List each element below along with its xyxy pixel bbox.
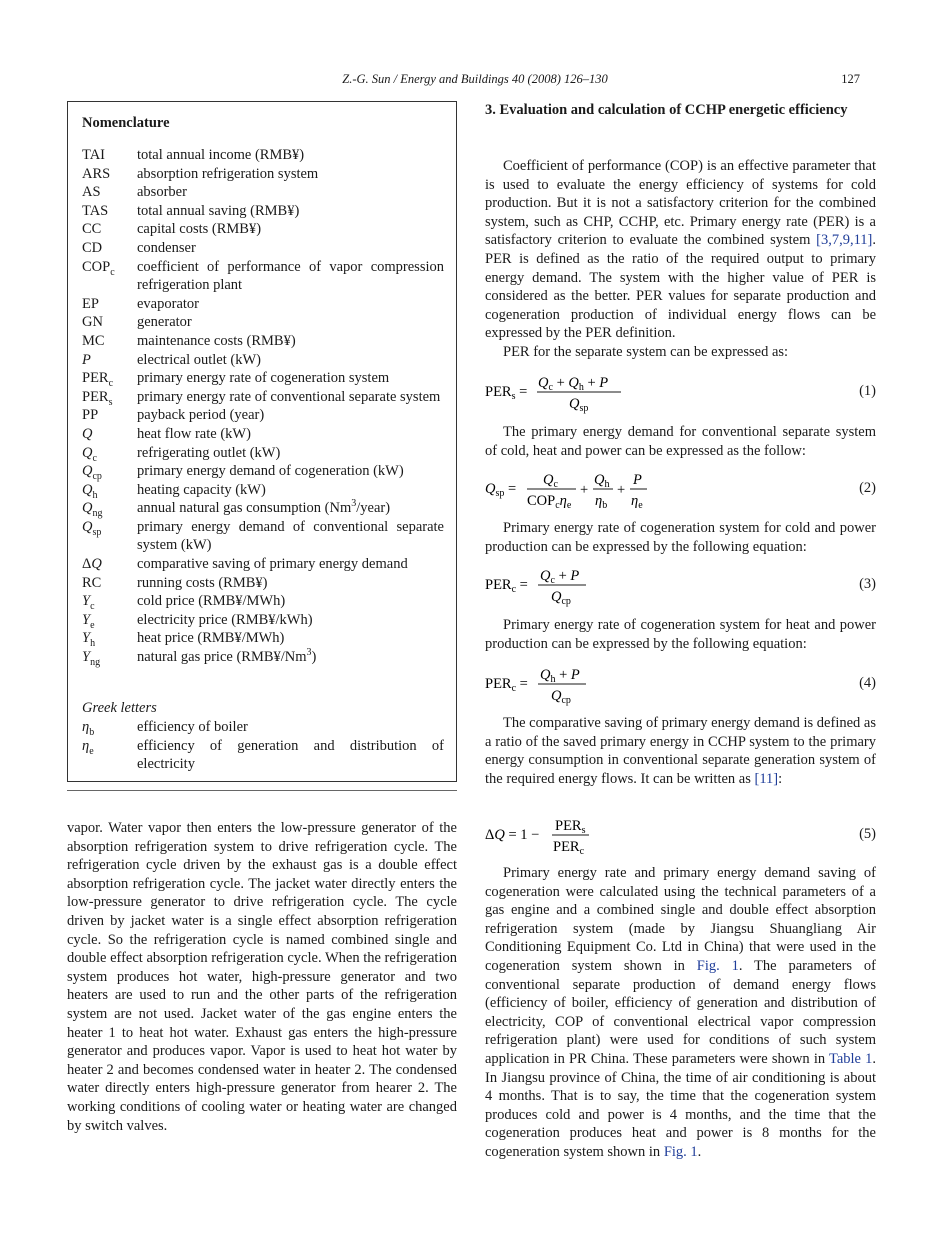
nomenclature-symbol: $Q_{sp}$	[82, 518, 102, 538]
nomenclature-symbol: $Y_c$	[82, 593, 95, 613]
greek-letter-definition: efficiency of generation and distribution of electricity	[137, 737, 444, 773]
nomenclature-symbol: ARS	[82, 165, 111, 182]
nomenclature-symbol: $COP_c$	[82, 258, 115, 278]
paragraph-per-separate: PER for the separate system can be expressed as:	[503, 343, 789, 360]
nomenclature-definition: payback period (year)	[137, 407, 265, 424]
svg-text:PERs: $PER_s$	[555, 818, 586, 836]
nomenclature-symbol: P	[82, 351, 91, 368]
nomenclature-definition: primary energy demand of conventional separate system (kW)	[137, 518, 444, 554]
nomenclature-definition: absorber	[137, 184, 187, 201]
svg-text:ηb: $\eta_b$	[595, 493, 608, 511]
nomenclature-row	[82, 146, 444, 165]
paragraph-comparative-saving: The comparative saving of primary energy demand is defined as a ratio of the saved primary energy in CCHP system to the primary energy consumption in conventional separate generation system of the required energy flows. It can be written as [11]:	[485, 715, 876, 787]
nomenclature-row	[82, 444, 444, 463]
nomenclature-symbol: $PER_c$	[82, 370, 114, 390]
equation-3	[485, 565, 876, 605]
nomenclature-definition: primary energy rate of cogeneration system	[137, 370, 390, 387]
nomenclature-row	[82, 592, 444, 611]
nomenclature-definition: running costs (RMB¥)	[137, 574, 268, 591]
nomenclature-definition: maintenance costs (RMB¥)	[137, 332, 296, 349]
equation-5	[485, 815, 876, 855]
running-header: Z.-G. Sun / Energy and Buildings 40 (2008) 126–130	[342, 72, 608, 86]
nomenclature-symbol: $Q_{ng}$	[82, 500, 103, 520]
nomenclature-symbol: TAI	[82, 147, 105, 163]
nomenclature-definition: capital costs (RMB¥)	[137, 221, 262, 238]
svg-text:Qsp =: $Q_{sp}$ =	[485, 481, 517, 499]
nomenclature-row	[82, 406, 444, 425]
nomenclature-symbol: $Y_e$	[82, 611, 95, 631]
nomenclature-row	[82, 425, 444, 444]
nomenclature-row	[82, 518, 444, 555]
nomenclature-symbol: MC	[82, 332, 105, 349]
nomenclature-row	[82, 332, 444, 351]
equation-4	[485, 664, 876, 704]
nomenclature-definition: condenser	[137, 239, 196, 256]
nomenclature-symbol: $Y_h$	[82, 630, 96, 650]
nomenclature-symbol: PP	[82, 407, 99, 424]
paragraph-heat-power: Primary energy rate of cogeneration system for heat and power production can be expressed by the following equation:	[485, 617, 876, 652]
equation-number: (5)	[859, 826, 876, 842]
greek-letter-symbol: $\eta_b$	[82, 719, 95, 738]
nomenclature-row	[82, 220, 444, 239]
svg-text:PERc: $PER_c$	[553, 839, 585, 857]
svg-text:ηe: $\eta_e$	[631, 493, 643, 511]
nomenclature-definition: generator	[137, 314, 192, 331]
svg-text:PERs =: $PER_s$ =	[485, 384, 528, 402]
nomenclature-symbol: $Q_c$	[82, 444, 97, 464]
left-body-paragraph: vapor. Water vapor then enters the low-pressure generator of the absorption refrigeration system to drive refrigeration cycle. The refrigeration cycle driven by the exhaust gas is a double effect absorption refrigeration cycle. The jacket water directly enters the low-pressure generator to drive refrigeration cycle. The cycle driven by jacket water is a single effect absorption refrigeration cycle. So the refrigeration cycle is named combined single and double effect absorption refrigeration cycle. When the refrigeration system produces hot water, high-pressure generator and two heaters are used to run and the other parts of the refrigeration system are not used. Jacket water of the gas engine enters the heater 1 to heat hot water. Exhaust gas enters the high-pressure generator and produces vapor. Vapor is used to heat hot water by heater 2 and becomes condensed water in heater 2. The condensed water directly enters high-pressure generator from hearer 2. The working conditions of cooling water or heating water are changed by switch valves.	[67, 820, 457, 1134]
nomenclature-row	[82, 295, 444, 314]
svg-text:Qc: $Q_c$	[543, 472, 558, 490]
svg-text:+: +	[580, 482, 589, 498]
nomenclature-list	[82, 146, 444, 667]
nomenclature-row	[82, 183, 444, 202]
nomenclature-definition: heat price (RMB¥/MWh)	[137, 630, 285, 647]
svg-text:Qcp: $Q_{cp}$	[551, 688, 571, 706]
nomenclature-definition: natural gas price (RMB¥/Nm$^3$)	[137, 647, 317, 666]
svg-text:PERc =: $PER_c$ =	[485, 577, 528, 595]
paragraph-cold-power: Primary energy rate of cogeneration system for cold and power production can be expressed by the following equation:	[485, 520, 876, 555]
nomenclature-symbol: CC	[82, 221, 102, 238]
nomenclature-definition: absorption refrigeration system	[137, 165, 319, 182]
svg-text:Qh: $Q_h$	[594, 472, 610, 490]
paragraph-primary-demand: The primary energy demand for conventional separate system of cold, heat and power can be expressed as the follow:	[485, 424, 876, 459]
paragraph-cop: Coefficient of performance (COP) is an effective parameter that is used to evaluate the energy efficiency of systems for cold production. But it is not a satisfactory criterion for the combined system, such as CHP, CCHP, etc. Primary energy rate (PER) is a satisfactory criterion to evaluate the combined system [3,7,9,11]. PER is defined as the ratio of the required output to primary energy demand. The system with the higher value of PER is considered as the better. PER values for separate production and cogeneration production of individual energy flows can be expressed by the PER definition. PER for the separate system can be expressed as:	[485, 158, 876, 360]
nomenclature-row	[82, 202, 444, 221]
nomenclature-symbol: EP	[82, 295, 99, 312]
figure-link[interactable]: Fig. 1	[696, 957, 739, 974]
equation-2	[485, 469, 876, 509]
svg-text:ΔQ = 1 −: ΔQ = 1 −	[485, 827, 540, 843]
nomenclature-row	[82, 648, 444, 667]
nomenclature-symbol: RC	[82, 574, 102, 591]
greek-letter-symbol: $\eta_e$	[82, 737, 94, 757]
nomenclature-definition: coefficient of performance of vapor compression refrigeration plant	[137, 258, 444, 294]
paragraph-results: Primary energy rate and primary energy demand saving of cogeneration were calculated using the technical parameters of a gas engine and a combined single and double effect absorption refrigeration system (made by Jiangsu Shuangliang Air Conditioning Equipment Co. Ltd in China) that were used in the cogeneration system shown in Fig. 1. The parameters of conventional separate production of demand energy flows (efficiency of boiler, efficiency of generation and distribution of electricity, COP of conventional electrical vapor compression refrigeration plant) were used for conditions of such system application in PR China. These parameters were shown in Table 1. In Jiangsu province of China, the time of air conditioning is about 4 months. That is to say, the time that the cogeneration system produces cold and power is 4 months, and the time that the cogeneration produces heat and power is 8 months for the cogeneration system shown in Fig. 1.	[485, 865, 876, 1160]
nomenclature-row	[82, 611, 444, 630]
column-divider-rule	[67, 790, 457, 791]
citation-link[interactable]: [3,7,9,11]	[816, 232, 873, 249]
greek-letter-definition: efficiency of boiler	[137, 719, 248, 735]
greek-letter-row	[82, 737, 444, 774]
svg-text:Qsp: $Q_{sp}$	[569, 396, 589, 414]
nomenclature-title: Nomenclature	[82, 115, 170, 131]
nomenclature-row	[82, 351, 444, 370]
nomenclature-symbol: $Y_{ng}$	[82, 649, 101, 668]
nomenclature-definition: heat flow rate (kW)	[137, 425, 251, 442]
svg-text:Qc + Qh + P: $Q_c + Q_h + P$	[538, 375, 609, 393]
svg-text:Qc + P: $Q_c + P$	[540, 568, 580, 586]
nomenclature-row	[82, 239, 444, 258]
nomenclature-definition: evaporator	[137, 295, 199, 312]
nomenclature-definition: total annual saving (RMB¥)	[137, 202, 300, 219]
nomenclature-row	[82, 313, 444, 332]
nomenclature-symbol: TAS	[82, 202, 109, 219]
nomenclature-row	[82, 388, 444, 407]
nomenclature-row	[82, 165, 444, 184]
svg-text:Qh + P: $Q_h + P$	[540, 667, 580, 685]
nomenclature-definition: comparative saving of primary energy demand	[137, 556, 408, 573]
svg-text:P: P	[633, 472, 642, 488]
nomenclature-definition: heating capacity (kW)	[137, 481, 266, 498]
equation-1	[485, 372, 876, 412]
equation-number: (4)	[859, 675, 876, 691]
figure-link[interactable]: Fig. 1	[663, 1143, 698, 1160]
nomenclature-symbol: AS	[82, 184, 101, 201]
nomenclature-definition: annual natural gas consumption (Nm$^3$/year)	[137, 498, 391, 517]
nomenclature-symbol: Q	[82, 425, 93, 442]
nomenclature-symbol: GN	[82, 314, 103, 331]
nomenclature-definition: cold price (RMB¥/MWh)	[137, 593, 286, 610]
greek-letter-row	[82, 718, 444, 737]
nomenclature-definition: primary energy rate of conventional separate system	[137, 388, 441, 405]
svg-text:PERc =: $PER_c$ =	[485, 676, 528, 694]
nomenclature-definition: electrical outlet (kW)	[137, 351, 261, 368]
nomenclature-row	[82, 481, 444, 500]
nomenclature-symbol: CD	[82, 239, 103, 256]
nomenclature-row	[82, 574, 444, 593]
nomenclature-row	[82, 462, 444, 481]
greek-letters-title: Greek letters	[82, 700, 157, 716]
nomenclature-symbol: $Q_{cp}$	[82, 463, 102, 482]
page-number: 127	[841, 72, 860, 86]
nomenclature-definition: total annual income (RMB¥)	[137, 147, 305, 163]
svg-text:+: +	[617, 482, 626, 498]
greek-letters-list	[82, 718, 444, 774]
section-heading: 3. Evaluation and calculation of CCHP energetic efficiency	[485, 102, 848, 118]
nomenclature-row	[82, 555, 444, 574]
nomenclature-symbol: $Q_h$	[82, 481, 98, 501]
svg-text:COPcηe: $COP_c\eta_e$	[527, 493, 572, 511]
nomenclature-definition: electricity price (RMB¥/kWh)	[137, 611, 313, 628]
equation-number: (2)	[859, 480, 876, 496]
nomenclature-definition: primary energy demand of cogeneration (kW)	[137, 463, 404, 480]
nomenclature-row	[82, 369, 444, 388]
nomenclature-row	[82, 499, 444, 518]
nomenclature-symbol: $PER_s$	[82, 388, 113, 408]
nomenclature-row	[82, 629, 444, 648]
nomenclature-row	[82, 258, 444, 295]
equation-number: (3)	[859, 576, 876, 592]
nomenclature-definition: refrigerating outlet (kW)	[137, 444, 281, 461]
equation-number: (1)	[859, 383, 876, 399]
nomenclature-symbol: ΔQ	[82, 556, 102, 573]
svg-text:Qcp: $Q_{cp}$	[551, 589, 571, 607]
table-link[interactable]: Table 1	[828, 1050, 873, 1067]
citation-link[interactable]: [11]	[754, 770, 779, 787]
